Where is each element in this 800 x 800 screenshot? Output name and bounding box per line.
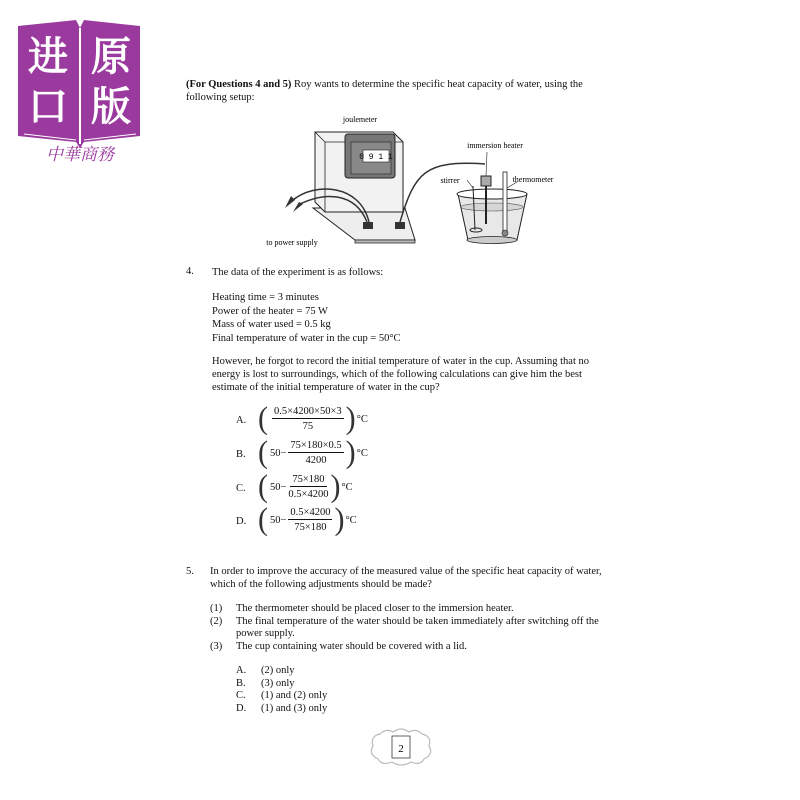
stirrer-label: stirrer	[440, 176, 460, 185]
thermometer-label: thermometer	[512, 175, 554, 184]
statement-label: (1)	[210, 603, 223, 614]
statement-text: The cup containing water should be covered with a lid.	[236, 640, 467, 652]
q5-option[interactable]	[236, 665, 327, 678]
q4-option-c[interactable]	[258, 469, 353, 504]
statement-text: power supply.	[236, 628, 295, 640]
q5-stem-line: In order to improve the accuracy of the measured value of the specific heat capacity of water,	[210, 566, 602, 577]
right-paren: )	[345, 435, 356, 470]
statement-text: The final temperature of the water should be taken immediately after switching off the	[236, 615, 599, 627]
option-label: C.	[236, 690, 246, 702]
statement-text: The thermometer should be placed closer to the immersion heater.	[236, 603, 514, 614]
option-label: D.	[236, 702, 247, 714]
q4-paragraph	[212, 356, 616, 394]
q5-option[interactable]	[236, 703, 327, 716]
logo-char-1: 进	[28, 34, 68, 80]
fraction	[272, 406, 344, 432]
intro-bold: (For Questions 4 and 5)	[186, 79, 292, 90]
option-prefix: 50−	[270, 447, 287, 459]
option-label: B.	[236, 677, 246, 689]
cloud-frame-icon	[366, 726, 436, 768]
numerator: 0.5×4200	[290, 507, 331, 518]
statement-label: (3)	[210, 640, 223, 652]
apparatus-diagram	[255, 112, 555, 252]
q5-stem-line: which of the following adjustments should be made?	[210, 578, 432, 590]
book-logo-icon	[14, 14, 144, 164]
right-paren: )	[334, 502, 345, 537]
numerator: 75×180	[292, 474, 325, 485]
q4-data	[212, 291, 401, 345]
right-paren: )	[345, 401, 356, 436]
denominator: 4200	[305, 455, 327, 466]
q5-options	[236, 665, 327, 715]
meter-digits: 0 9 1 1	[359, 153, 393, 162]
right-paren: )	[330, 469, 341, 504]
q4-option-b[interactable]	[258, 435, 368, 470]
statement-label: (2)	[210, 615, 223, 627]
denominator: 75	[302, 421, 314, 432]
publisher-logo	[14, 14, 144, 164]
q5-statement	[210, 641, 616, 654]
option-label: A.	[236, 665, 247, 676]
numerator: 75×180×0.5	[290, 440, 342, 451]
denominator: 75×180	[294, 522, 327, 533]
page-number-badge	[366, 726, 436, 768]
unit: °C	[341, 481, 353, 493]
power-supply-label: to power supply	[266, 238, 318, 247]
denominator: 0.5×4200	[288, 489, 329, 500]
logo-char-3: 口	[28, 84, 68, 130]
intro-line-2: following setup:	[186, 92, 255, 103]
left-paren: (	[258, 502, 268, 537]
q5-statement	[210, 616, 616, 641]
q4-data-line: Final temperature of water in the cup = 50°C	[212, 332, 401, 344]
option-text: (3) only	[261, 677, 295, 689]
q4-option-d-label[interactable]: D.	[236, 516, 247, 527]
publisher-name: 中華商務	[46, 145, 114, 164]
option-text: (1) and (2) only	[261, 690, 328, 702]
numerator: 0.5×4200×50×3	[274, 406, 342, 417]
q5-number: 5.	[186, 566, 194, 577]
q4-option-a-label[interactable]: A.	[236, 415, 247, 426]
immersion-heater-label: immersion heater	[467, 141, 523, 150]
unit: °C	[356, 447, 368, 459]
page-number: 2	[398, 743, 404, 755]
logo-char-4: 版	[91, 84, 131, 130]
q5-statements	[210, 603, 616, 653]
q4-option-c-label[interactable]: C.	[236, 483, 246, 494]
unit: °C	[356, 413, 368, 425]
option-text: (1) and (3) only	[261, 702, 328, 714]
q4-data-line: Mass of water used = 0.5 kg	[212, 319, 331, 330]
intro-line-1: Roy wants to determine the specific heat capacity of water, using the	[291, 79, 583, 90]
q4-stem: The data of the experiment is as follows:	[212, 267, 384, 278]
q4-data-line: Heating time = 3 minutes	[212, 292, 319, 303]
fraction	[288, 474, 328, 500]
q4-para-line: However, he forgot to record the initial temperature of water in the cup. Assuming that no	[212, 356, 589, 367]
logo-char-2: 原	[91, 34, 131, 80]
q4-option-d[interactable]	[258, 502, 357, 537]
left-paren: (	[258, 435, 268, 470]
q4-para-line: energy is lost to surroundings, which of the following calculations can give him the best	[212, 368, 582, 380]
q4-option-b-label[interactable]: B.	[236, 449, 246, 460]
q4-data-line: Power of the heater = 75 W	[212, 305, 328, 317]
q4-number: 4.	[186, 266, 194, 277]
q5-statement	[210, 603, 616, 616]
joulemeter-label: joulemeter	[342, 115, 378, 124]
q4-option-a[interactable]	[258, 401, 368, 436]
option-text: (2) only	[261, 665, 295, 676]
q5-stem	[210, 566, 616, 592]
option-prefix: 50−	[270, 514, 287, 526]
left-paren: (	[258, 469, 268, 504]
unit: °C	[345, 514, 357, 526]
q5-option[interactable]	[236, 690, 327, 703]
intro-text	[186, 78, 616, 104]
option-prefix: 50−	[270, 481, 287, 493]
q5-option[interactable]	[236, 678, 327, 691]
left-paren: (	[258, 401, 268, 436]
fraction	[288, 440, 343, 466]
fraction	[288, 507, 332, 533]
q4-para-line: estimate of the initial temperature of water in the cup?	[212, 381, 440, 393]
